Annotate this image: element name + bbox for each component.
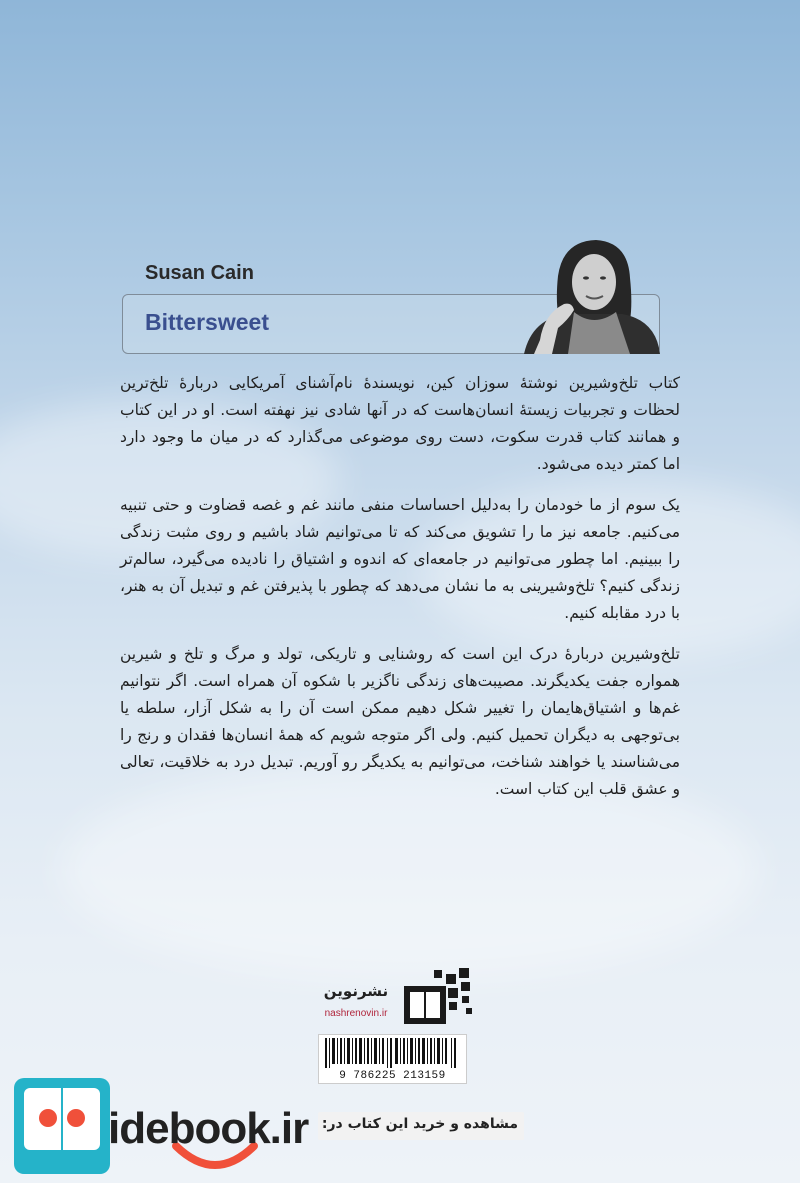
book-smile-icon (10, 1074, 114, 1178)
watermark-strip (318, 1112, 524, 1140)
isbn-number: 9 786225 213159 (339, 1070, 446, 1082)
author-name: Susan Cain (145, 262, 254, 284)
barcode-bars (325, 1038, 460, 1068)
paragraph: کتاب تلخ‌وشیرین نوشتهٔ سوزان کین، نویسندهٔ نام‌آشنای آمریکایی دربارهٔ تلخ‌ترین لحظات و تجربیات زیستهٔ انسان‌هاست که در آنها شادی نیز نهفته است. او در این کتاب و همانند کتاب قدرت سکوت، دست روی موضوعی می‌گذارد که در میان ما وجود دارد اما کمتر دیده می‌شود. (120, 374, 680, 473)
back-cover-text (120, 370, 680, 817)
publisher-url: nashrenovin.ir (324, 1008, 388, 1019)
paragraph: یک سوم از ما خودمان را به‌دلیل احساسات منفی مانند غم و غصه قضاوت و حتی تنبیه می‌کنیم. جامعه نیز ما را تشویق می‌کند که تا می‌توانیم شاد باشیم و روی مثبت زندگی را ببینیم. اما چطور می‌توانیم در جامعه‌ای که اندوه و اشتیاق را نادیده می‌گیرد، سالم‌تر زندگی کنیم؟ تلخ‌وشیرینی به ما نشان می‌دهد که چطور با پذیرفتن غم و تبدیل آن به هنر، با درد مقابله کنیم. (120, 496, 680, 622)
author-portrait (518, 236, 660, 354)
paragraph: تلخ‌وشیرین دربارهٔ درک این است که روشنایی و تاریکی، تولد و مرگ و تلخ و شیرین همواره جفت یکدیگرند. مصیبت‌های زندگی ناگزیر با شکوه آن همراه است. اگر نتوانیم غم‌ها و اشتیاق‌هایمان را تغییر شکل دهیم ممکن است آن را به شکل آزار، سلطه یا بی‌توجهی به دیگران تحمیل کنیم. ولی اگر متوجه شویم که همهٔ انسان‌ها فقدان و رنج را می‌شناسند یا خواهند شناخت، می‌توانیم به یکدیگر رو آوریم. تبدیل درد به خلاقیت، تعالی و عشق قلب این کتاب است. (120, 645, 680, 798)
book-title: Bittersweet (145, 309, 269, 335)
watermark-text: مشاهده و خرید این کتاب در: (321, 1116, 518, 1132)
publisher-block (312, 964, 482, 1032)
publisher-name: نشرنوین (323, 982, 389, 1000)
watermark-brand: idebook.ir (108, 1104, 309, 1153)
isbn-barcode (318, 1034, 467, 1084)
pixel-book-icon (404, 964, 476, 1026)
